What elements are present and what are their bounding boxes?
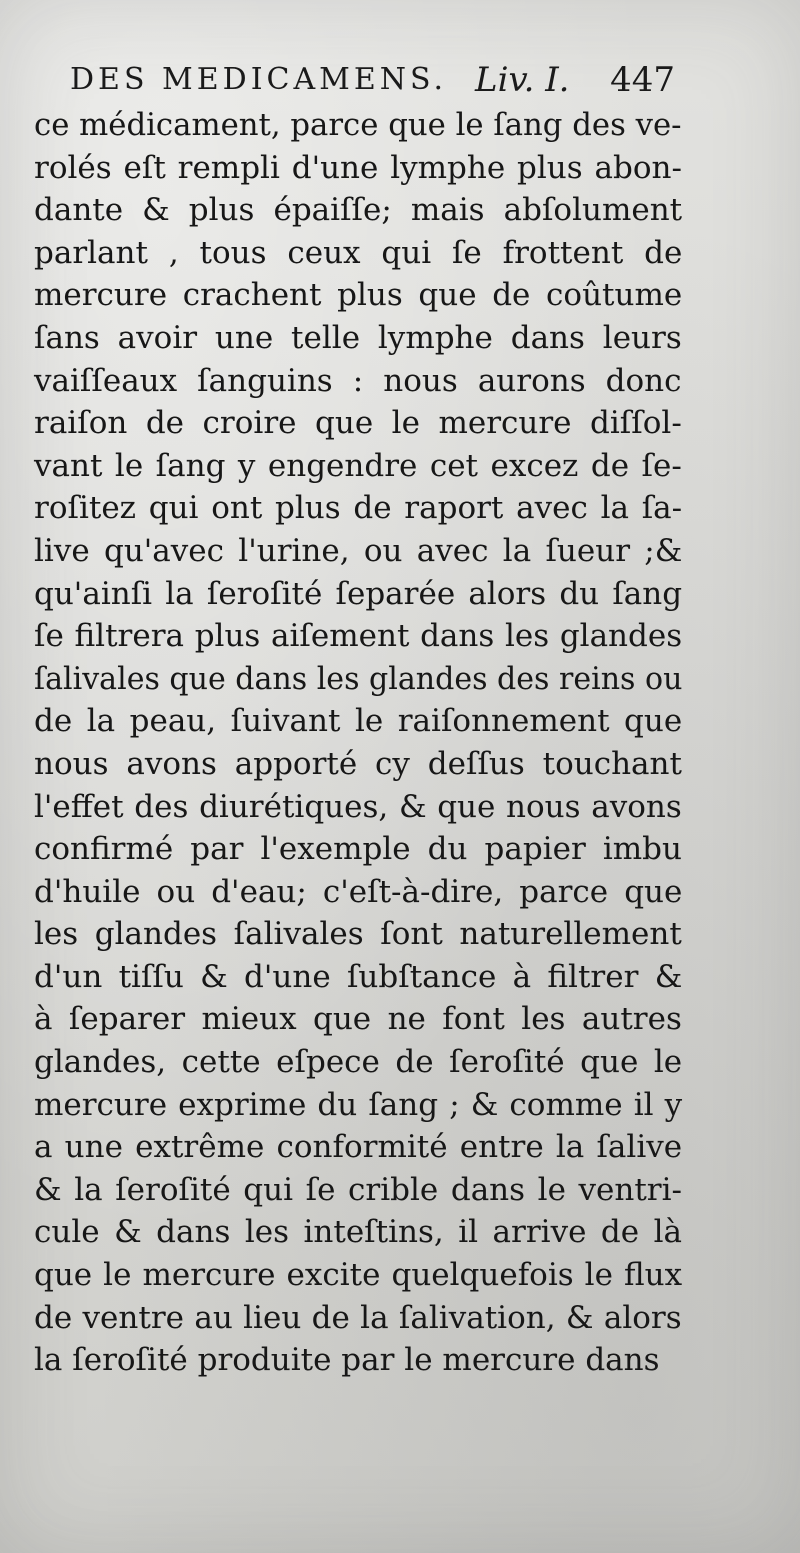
running-head-book: Liv. I. bbox=[475, 60, 570, 100]
body-text bbox=[34, 104, 682, 1382]
text-line: ſalivales que dans les glandes des reins ou bbox=[34, 660, 683, 697]
text-line: & la ſeroſité qui ſe crible dans le ventri- bbox=[34, 1171, 683, 1208]
text-line: roſitez qui ont plus de raport avec la ſa- bbox=[34, 490, 683, 527]
text-line: parlant , tous ceux qui ſe frottent de bbox=[34, 234, 683, 271]
text-line: dante & plus épaiſſe; mais abſolument bbox=[34, 192, 683, 229]
text-line: à ſeparer mieux que ne font les autres bbox=[34, 1001, 682, 1038]
running-head-title: DES MEDICAMENS. bbox=[70, 62, 448, 97]
text-line: d'un tiſſu & d'une ſubſtance à filtrer & bbox=[34, 958, 683, 995]
text-line: cule & dans les inteſtins, il arrive de là bbox=[34, 1214, 682, 1251]
text-line: nous avons apporté cy deſſus touchant bbox=[34, 745, 682, 782]
text-line: la ſeroſité produite par le mercure dans bbox=[34, 1342, 660, 1379]
text-line: ce médicament, parce que le ſang des ve- bbox=[34, 107, 682, 143]
text-line: vant le ſang y engendre cet excez de ſe- bbox=[34, 447, 682, 484]
text-line: ſans avoir une telle lymphe dans leurs bbox=[34, 319, 682, 356]
text-line: a une extrême conformité entre la ſalive bbox=[34, 1129, 683, 1166]
text-line: d'huile ou d'eau; c'eſt-à-dire, parce que bbox=[34, 873, 683, 910]
text-line: ſe filtrera plus aiſement dans les glandes bbox=[34, 618, 683, 655]
page-number: 447 bbox=[610, 60, 675, 100]
running-head bbox=[70, 56, 675, 106]
text-line: qu'ainſi la ſeroſité ſeparée alors du ſang bbox=[34, 575, 683, 612]
text-line: vaiſſeaux ſanguins : nous aurons donc bbox=[34, 362, 682, 399]
text-line: live qu'avec l'urine, ou avec la ſueur ;& bbox=[34, 532, 683, 569]
text-line: confirmé par l'exemple du papier imbu bbox=[34, 831, 682, 868]
text-line: raiſon de croire que le mercure diſſol- bbox=[34, 405, 682, 442]
text-line: de la peau, ſuivant le raiſonnement que bbox=[34, 703, 683, 740]
text-line: glandes, cette eſpece de ſeroſité que le bbox=[34, 1044, 683, 1081]
text-line: rolés eſt rempli d'une lymphe plus abon- bbox=[34, 149, 682, 186]
text-line: mercure crachent plus que de coûtume bbox=[34, 277, 683, 314]
text-line: mercure exprime du ſang ; & comme il y bbox=[34, 1086, 683, 1123]
text-line: l'effet des diurétiques, & que nous avons bbox=[34, 788, 682, 825]
text-line: les glandes ſalivales ſont naturellement bbox=[34, 916, 682, 953]
text-line: de ventre au lieu de la ſalivation, & alors bbox=[34, 1299, 682, 1336]
text-line: que le mercure excite quelquefois le flux bbox=[34, 1257, 683, 1294]
